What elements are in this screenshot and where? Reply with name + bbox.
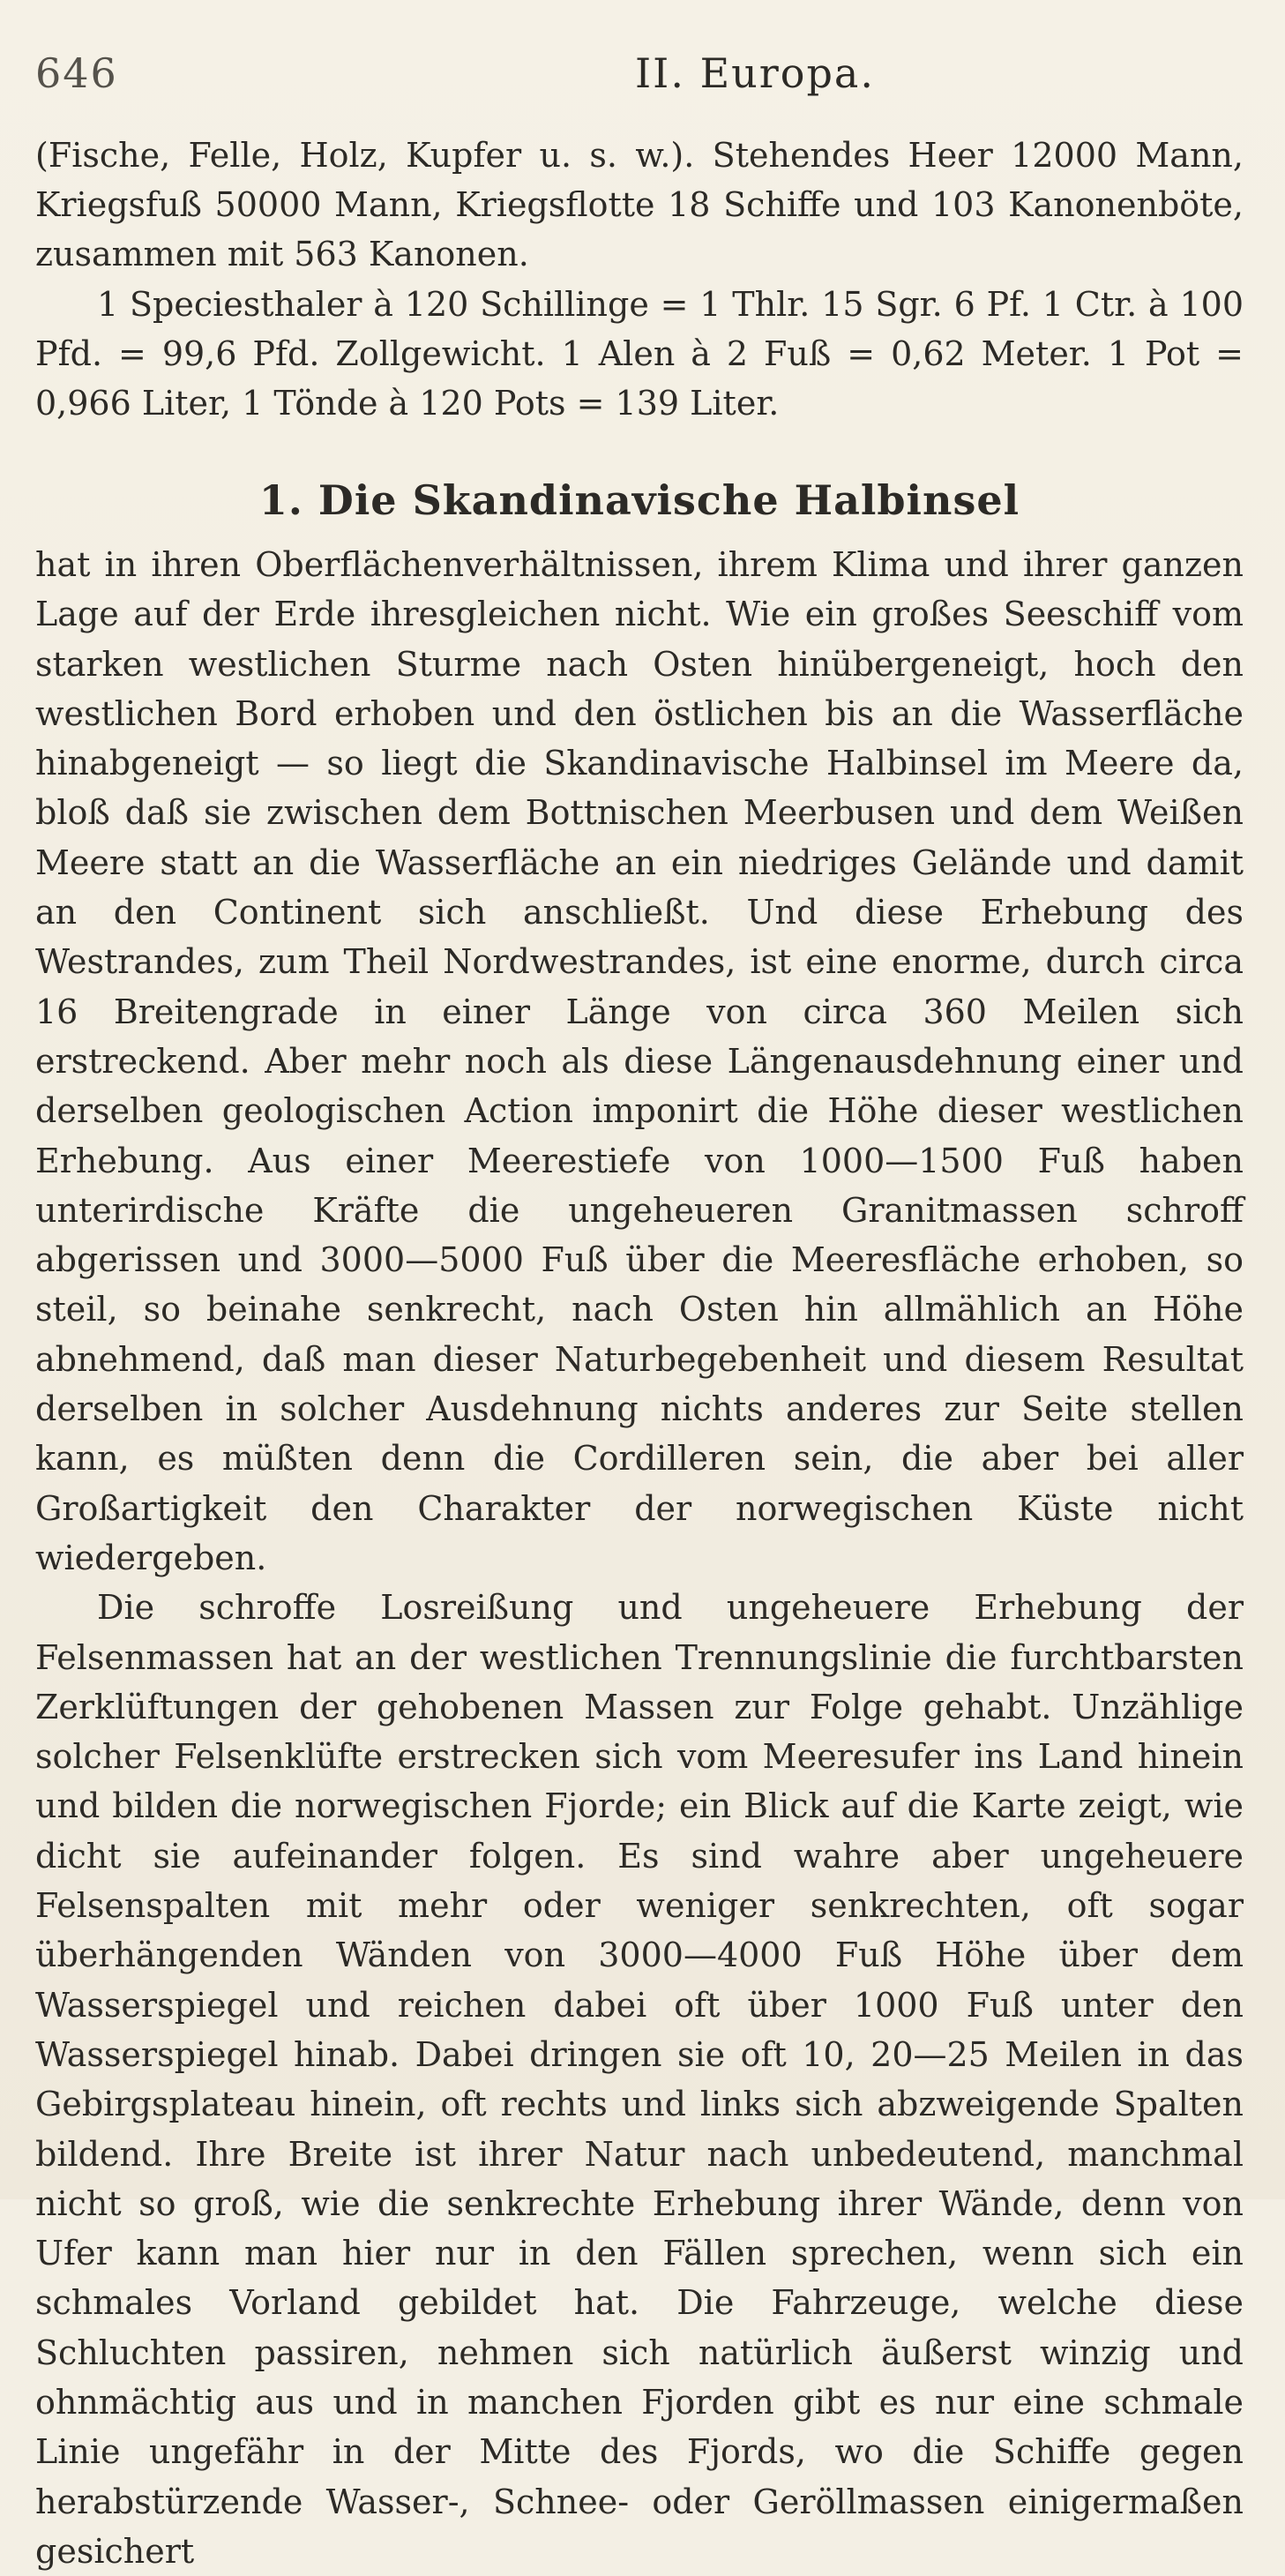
section-paragraph: hat in ihren Oberflächenverhältnissen, ihrem Klima und ihrer ganzen Lage auf der Erde ihresgleichen nicht. Wie ein großes Seeschiff vom starken westlichen Sturme nach Osten hinübergeneigt, hoch den westlichen Bord erhoben und den östlichen bis an die Wasserfläche hinabgeneigt — so liegt die Skandinavische Halbinsel im Meere da, bloß daß sie zwischen dem Bottnischen Meerbusen und dem Weißen Meere statt an die Wasserfläche an ein niedriges Gelände und damit an den Continent sich anschließt. Und diese Erhebung des Westrandes, zum Theil Nordwestrandes, ist eine enorme, durch circa 16 Breitengrade in einer Länge von circa 360 Meilen sich erstreckend. Aber mehr noch als diese Längenausdehnung einer und derselben geologischen Action imponirt die Höhe dieser westlichen Erhebung. Aus einer Meerestiefe von 1000—1500 Fuß haben unterirdische Kräfte die ungeheueren Granitmassen schroff abgerissen und 3000—5000 Fuß über die Meeresfläche erhoben, so steil, so beinahe senkrecht, nach Osten hin allmählich an Höhe abnehmend, daß man dieser Naturbegebenheit und diesem Resultat derselben in solcher Ausdehnung nichts anderes zur Seite stellen kann, es müßten denn die Cordilleren sein, die aber bei aller Großartigkeit den Charakter der norwegischen Küste nicht wiedergeben. xyxy=(35,545,1244,1577)
intro-paragraph-units: 1 Speciesthaler à 120 Schillinge = 1 Thlr. 15 Sgr. 6 Pf. 1 Ctr. à 100 Pfd. = 99,6 Pfd. Zollgewicht. 1 Alen à 2 Fuß = 0,62 Meter. 1 Pot = 0,966 Liter, 1 Tönde à 120 Pots = 139 Liter. xyxy=(35,284,1244,423)
page-number: 646 xyxy=(35,49,118,97)
running-head-title: II. Europa. xyxy=(635,49,875,97)
section-body xyxy=(35,540,1244,2576)
intro-paragraph-statistics: (Fische, Felle, Holz, Kupfer u. s. w.). Stehendes Heer 12000 Mann, Kriegsfuß 50000 Mann, Kriegsflotte 18 Schiffe und 103 Kanonenböte, zusammen mit 563 Kanonen. xyxy=(35,136,1244,274)
section-heading: 1. Die Skandinavische Halbinsel xyxy=(258,476,1020,524)
intro-text xyxy=(35,131,1244,428)
section-paragraph: Die schroffe Losreißung und ungeheuere Erhebung der Felsenmassen hat an der westlichen Trennungslinie die furchtbarsten Zerklüftungen der gehobenen Massen zur Folge gehabt. Unzählige solcher Felsenklüfte erstrecken sich vom Meeresufer ins Land hinein und bilden die norwegischen Fjorde; ein Blick auf die Karte zeigt, wie dicht sie aufeinander folgen. Es sind wahre aber ungeheuere Felsenspalten mit mehr oder weniger senkrechten, oft sogar überhängenden Wänden von 3000—4000 Fuß Höhe über dem Wasserspiegel und reichen dabei oft über 1000 Fuß unter den Wasserspiegel hinab. Dabei dringen sie oft 10, 20—25 Meilen in das Gebirgsplateau hinein, oft rechts und links sich abzweigende Spalten bildend. Ihre Breite ist ihrer Natur nach unbedeutend, manchmal nicht so groß, wie die senkrechte Erhebung ihrer Wände, denn von Ufer kann man hier nur in den Fällen sprechen, wenn sich ein schmales Vorland gebildet hat. Die Fahrzeuge, welche diese Schluchten passiren, nehmen sich natürlich äußerst winzig und ohnmächtig aus und in manchen Fjorden gibt es nur eine schmale Linie ungefähr in der Mitte des Fjords, wo die Schiffe gegen herabstürzende Wasser-, Schnee- oder Geröllmassen einigermaßen gesichert xyxy=(35,1588,1244,2571)
running-head xyxy=(35,49,1252,102)
